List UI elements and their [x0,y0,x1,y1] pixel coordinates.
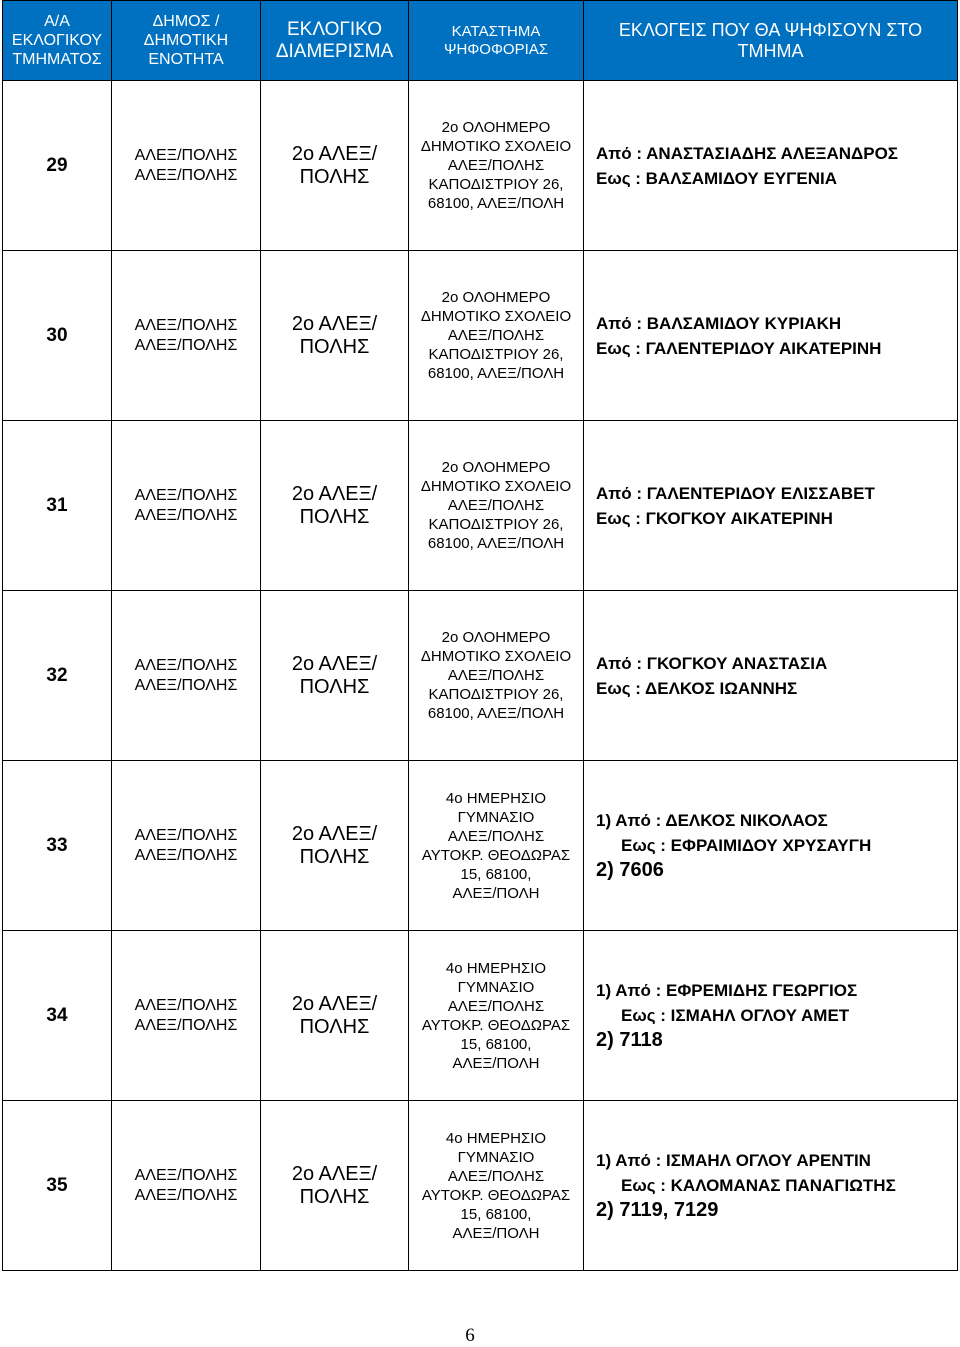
municipality-cell [112,591,261,761]
venue-line: 2ο ΟΛΟΗΜΕΡΟ [441,289,551,306]
venue-line: 4ο ΗΜΕΡΗΣΙΟ [445,959,547,977]
venue-line: 15, 68100, [460,865,532,883]
municipality-cell [112,1101,261,1271]
venue-line: 4ο ΗΜΕΡΗΣΙΟ [445,1129,547,1147]
venue-line: ΑΛΕΞ/ΠΟΛΗΣ [447,667,545,684]
venue-line: ΑΛΕΞ/ΠΟΛΗ [452,1224,540,1242]
venue-line: 2ο ΟΛΟΗΜΕΡΟ [441,459,551,476]
table-row [3,931,958,1101]
table-header-row [3,1,958,81]
electoral-district: 2ο ΑΛΕΞ/ΠΟΛΗΣ [261,81,409,251]
voter-range-to: Εως : ΓΑΛΕΝΤΕΡΙΔΟΥ ΑΙΚΑΤΕΡΙΝΗ [596,338,882,358]
section-number: 34 [3,931,112,1101]
table-body [3,81,958,1271]
municipality-cell [112,931,261,1101]
venue-line: 2ο ΟΛΟΗΜΕΡΟ [441,119,551,136]
table-row [3,1101,958,1271]
voter-range [584,591,958,761]
venue-line: 2ο ΟΛΟΗΜΕΡΟ [441,629,551,646]
venue-line: ΔΗΜΟΤΙΚΟ ΣΧΟΛΕΙΟ [420,138,572,155]
section-number: 31 [3,421,112,591]
municipality-line: ΑΛΕΞ/ΠΟΛΗΣ [134,826,238,844]
venue-line: ΔΗΜΟΤΙΚΟ ΣΧΟΛΕΙΟ [420,308,572,325]
header-section-number: Α/Α ΕΚΛΟΓΙΚΟΥ ΤΜΗΜΑΤΟΣ [3,1,112,81]
polling-stations-table [2,0,958,1271]
polling-venue [409,1101,584,1271]
polling-venue [409,591,584,761]
voter-range-to: Εως : ΙΣΜΑΗΛ ΟΓΛΟΥ ΑΜΕΤ [621,1006,850,1025]
section-number: 29 [3,81,112,251]
venue-line: ΑΛΕΞ/ΠΟΛΗ [452,884,540,902]
venue-line: ΚΑΠΟΔΙΣΤΡΙΟΥ 26, [428,176,564,193]
municipality-line: ΑΛΕΞ/ΠΟΛΗΣ [134,146,238,164]
table-row [3,251,958,421]
voter-range-from: Από : ΒΑΛΣΑΜΙΔΟΥ ΚΥΡΙΑΚΗ [596,313,842,333]
municipality-line: ΑΛΕΞ/ΠΟΛΗΣ [134,506,238,524]
voter-range [584,761,958,931]
venue-line: ΚΑΠΟΔΙΣΤΡΙΟΥ 26, [428,686,564,703]
section-number: 35 [3,1101,112,1271]
venue-line: ΚΑΠΟΔΙΣΤΡΙΟΥ 26, [428,346,564,363]
voter-range-from: 1) Από : ΕΦΡΕΜΙΔΗΣ ΓΕΩΡΓΙΟΣ [596,981,858,1000]
venue-line: ΑΛΕΞ/ΠΟΛΗΣ [447,1167,545,1185]
table-row [3,421,958,591]
venue-line: ΑΥΤΟΚΡ. ΘΕΟΔΩΡΑΣ [421,1186,571,1204]
municipality-line: ΑΛΕΞ/ΠΟΛΗΣ [134,656,238,674]
municipality-cell [112,421,261,591]
electoral-district: 2ο ΑΛΕΞ/ΠΟΛΗΣ [261,251,409,421]
venue-line: ΚΑΠΟΔΙΣΤΡΙΟΥ 26, [428,516,564,533]
electoral-district: 2ο ΑΛΕΞ/ΠΟΛΗΣ [261,421,409,591]
voter-range-to: Εως : ΓΚΟΓΚΟΥ ΑΙΚΑΤΕΡΙΝΗ [596,508,833,528]
municipality-line: ΑΛΕΞ/ΠΟΛΗΣ [134,166,238,184]
polling-venue [409,251,584,421]
venue-line: ΓΥΜΝΑΣΙΟ [457,1148,535,1166]
venue-line: ΑΛΕΞ/ΠΟΛΗΣ [447,997,545,1015]
polling-venue [409,931,584,1101]
polling-venue [409,421,584,591]
voter-range-from: 1) Από : ΔΕΛΚΟΣ ΝΙΚΟΛΑΟΣ [596,811,828,830]
header-voters: ΕΚΛΟΓΕΙΣ ΠΟΥ ΘΑ ΨΗΦΙΣΟΥΝ ΣΤΟ ΤΜΗΜΑ [584,1,958,81]
municipality-line: ΑΛΕΞ/ΠΟΛΗΣ [134,1166,238,1184]
municipality-line: ΑΛΕΞ/ΠΟΛΗΣ [134,336,238,354]
table-row [3,81,958,251]
electoral-district: 2ο ΑΛΕΞ/ΠΟΛΗΣ [261,761,409,931]
venue-line: 4ο ΗΜΕΡΗΣΙΟ [445,789,547,807]
venue-line: 68100, ΑΛΕΞ/ΠΟΛΗ [427,365,565,382]
municipality-cell [112,761,261,931]
header-electoral-district: ΕΚΛΟΓΙΚΟ ΔΙΑΜΕΡΙΣΜΑ [261,1,409,81]
venue-line: ΓΥΜΝΑΣΙΟ [457,978,535,996]
electoral-district: 2ο ΑΛΕΞ/ΠΟΛΗΣ [261,1101,409,1271]
venue-line: 68100, ΑΛΕΞ/ΠΟΛΗ [427,535,565,552]
voter-range [584,251,958,421]
voter-range-to: Εως : ΒΑΛΣΑΜΙΔΟΥ ΕΥΓΕΝΙΑ [596,168,837,188]
voter-range-from: Από : ΓΚΟΓΚΟΥ ΑΝΑΣΤΑΣΙΑ [596,653,828,673]
voter-range-to: Εως : ΚΑΛΟΜΑΝΑΣ ΠΑΝΑΓΙΩΤΗΣ [621,1176,896,1195]
section-number: 32 [3,591,112,761]
venue-line: ΑΛΕΞ/ΠΟΛΗΣ [447,827,545,845]
venue-line: ΑΥΤΟΚΡ. ΘΕΟΔΩΡΑΣ [421,1016,571,1034]
venue-line: ΑΛΕΞ/ΠΟΛΗΣ [447,327,545,344]
table-row [3,761,958,931]
voter-range-to: Εως : ΕΦΡΑΙΜΙΔΟΥ ΧΡΥΣΑΥΓΗ [621,836,872,855]
header-polling-venue: ΚΑΤΑΣΤΗΜΑ ΨΗΦΟΦΟΡΙΑΣ [409,1,584,81]
electoral-district: 2ο ΑΛΕΞ/ΠΟΛΗΣ [261,591,409,761]
venue-line: ΓΥΜΝΑΣΙΟ [457,808,535,826]
voter-range-from: Από : ΓΑΛΕΝΤΕΡΙΔΟΥ ΕΛΙΣΣΑΒΕΤ [596,483,875,503]
voter-range [584,931,958,1101]
voter-range-from: 1) Από : ΙΣΜΑΗΛ ΟΓΛΟΥ ΑΡΕΝΤΙΝ [596,1151,871,1170]
municipality-line: ΑΛΕΞ/ΠΟΛΗΣ [134,1186,238,1204]
municipality-line: ΑΛΕΞ/ΠΟΛΗΣ [134,996,238,1014]
municipality-line: ΑΛΕΞ/ΠΟΛΗΣ [134,676,238,694]
header-municipality: ΔΗΜΟΣ / ΔΗΜΟΤΙΚΗ ΕΝΟΤΗΤΑ [112,1,261,81]
venue-line: ΑΛΕΞ/ΠΟΛΗ [452,1054,540,1072]
voter-code-range: 2) 7606 [596,859,664,881]
venue-line: 15, 68100, [460,1035,532,1053]
voter-range-from: Από : ΑΝΑΣΤΑΣΙΑΔΗΣ ΑΛΕΞΑΝΔΡΟΣ [596,143,899,163]
municipality-line: ΑΛΕΞ/ΠΟΛΗΣ [134,846,238,864]
venue-line: 68100, ΑΛΕΞ/ΠΟΛΗ [427,195,565,212]
voter-code-range: 2) 7118 [596,1029,663,1051]
section-number: 30 [3,251,112,421]
venue-line: ΑΛΕΞ/ΠΟΛΗΣ [447,497,545,514]
polling-venue [409,81,584,251]
section-number: 33 [3,761,112,931]
voter-code-range: 2) 7119, 7129 [596,1199,719,1221]
voter-range [584,1101,958,1271]
venue-line: ΑΥΤΟΚΡ. ΘΕΟΔΩΡΑΣ [421,846,571,864]
venue-line: 15, 68100, [460,1205,532,1223]
table-row [3,591,958,761]
polling-venue [409,761,584,931]
municipality-cell [112,251,261,421]
municipality-cell [112,81,261,251]
municipality-line: ΑΛΕΞ/ΠΟΛΗΣ [134,1016,238,1034]
page-number: 6 [465,1325,475,1346]
municipality-line: ΑΛΕΞ/ΠΟΛΗΣ [134,486,238,504]
voter-range [584,421,958,591]
venue-line: ΔΗΜΟΤΙΚΟ ΣΧΟΛΕΙΟ [420,648,572,665]
venue-line: ΔΗΜΟΤΙΚΟ ΣΧΟΛΕΙΟ [420,478,572,495]
electoral-district: 2ο ΑΛΕΞ/ΠΟΛΗΣ [261,931,409,1101]
voter-range [584,81,958,251]
municipality-line: ΑΛΕΞ/ΠΟΛΗΣ [134,316,238,334]
venue-line: ΑΛΕΞ/ΠΟΛΗΣ [447,157,545,174]
venue-line: 68100, ΑΛΕΞ/ΠΟΛΗ [427,705,565,722]
voter-range-to: Εως : ΔΕΛΚΟΣ ΙΩΑΝΝΗΣ [596,678,798,698]
